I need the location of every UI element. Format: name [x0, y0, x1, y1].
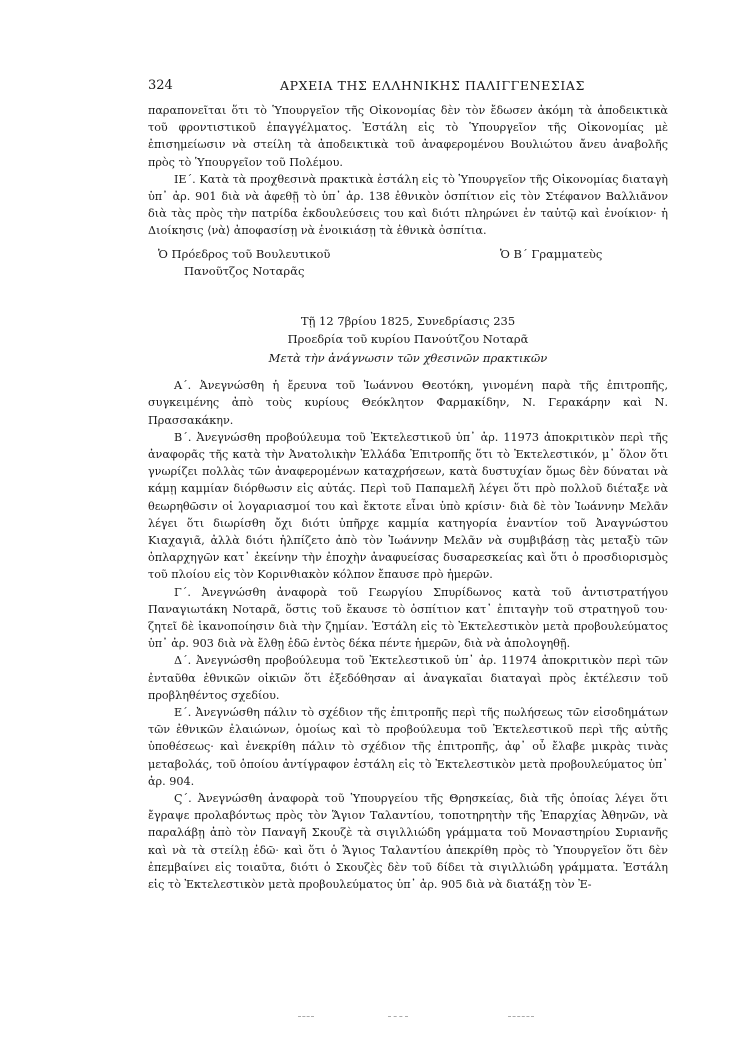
page-number: 324	[148, 78, 173, 93]
session-presidency: Προεδρία τοῦ κυρίου Πανούτζου Νοταρᾶ	[287, 332, 529, 347]
bleed-mark	[508, 1016, 534, 1018]
signature-block	[148, 246, 668, 286]
body-text	[148, 102, 668, 893]
item-e-paragraph: Ε΄. Ἀνεγνώσθη πάλιν τὸ σχέδιον τῆς ἐπιτροπῆς περὶ τῆς πωλήσεως τῶν εἰσοδημάτων τῶν ἐθνικῶν ἐλαιώνων, ὁμοίως καὶ τὸ προβούλευμα τοῦ Ἐκτελεστικοῦ περὶ τῆς αὐτῆς ὑποθέσεως· καὶ ἐνεκρίθη πάλιν τὸ σχέδιον τῆς ἐπιτροπῆς, ἀφ᾽ οὗ ἔλαβε μικρὰς τινὰς μεταβολάς, τοῦ ὁποίου ἀντίγραφον ἐστάλη εἰς τὸ Ἐκτελεστικὸν μετὰ προβουλεύματος ὑπ᾽ ἀρ. 904.	[148, 705, 668, 788]
page-header	[148, 78, 668, 98]
session-reading: Μετὰ τὴν ἀνάγνωσιν τῶν χθεσινῶν πρακτικῶν	[268, 350, 548, 365]
item-b-paragraph: Β΄. Ἀνεγνώσθη προβούλευμα τοῦ Ἐκτελεστικοῦ ὑπ᾽ ἀρ. 11973 ἀποκριτικὸν περὶ τῆς ἀναφορᾶς τῆς κατὰ τὴν Ἀνατολικὴν Ἑλλάδα Ἐπιτροπῆς ὅτι τὸ Ἐκτελεστικόν, μ᾽ ὅλον ὅτι γνωρίζει πολλὰς τῶν ἀναφερομένων καταχρήσεων, κατὰ δυστυχίαν ὅμως δὲν δύναται νὰ κάμῃ καμμίαν διόρθωσιν εἰς αὐτάς. Περὶ τοῦ Παπαμελῆ λέγει ὅτι πρὸ πολλοῦ διέταξε νὰ θεωρηθῶσιν οἱ λογαριασμοί του καὶ ἔκτοτε εἶναι ὑπὸ κρίσιν· διὰ δὲ τὸν Ἰωάννην Μελᾶν λέγει ὅτι διωρίσθη ὄχι διότι ὑπῆρχε καμμία κατηγορία ἐναντίον τοῦ Ἀναγνώστου Κιαχαγιᾶ, ἀλλὰ διότι ἠλπίζετο ἀπὸ τὸν Ἰωάννην Μελᾶν νὰ συμβιβάσῃ τὰς μεταξὺ τῶν ὀπλαρχηγῶν κατ᾽ ἐκείνην τὴν ἐποχὴν ἀναφυείσας δυσαρεσκείας καὶ ὅτι ὁ προσδιορισμὸς τοῦ πλοίου εἰς τὸν Κορινθιακὸν κόλπον ἔπαυσε πρὸ ἡμερῶν.	[148, 430, 668, 582]
bleed-mark	[388, 1016, 408, 1018]
item-a-paragraph: Α΄. Ἀνεγνώσθη ἡ ἔρευνα τοῦ Ἰωάννου Θεοτόκη, γινομένη παρὰ τῆς ἐπιτροπῆς, συγκειμένης ἀπὸ τοὺς κυρίους Θεόκλητον Φαρμακίδην, Ν. Γερακάρην καὶ Ν. Πρασσακάκην.	[148, 379, 668, 427]
session-heading	[148, 312, 668, 368]
item-c-paragraph: Γ΄. Ἀνεγνώσθη ἀναφορὰ τοῦ Γεωργίου Σπυρίδωνος κατὰ τοῦ ἀντιστρατήγου Παναγιωτάκη Νοταρᾶ, ὅστις τοῦ ἔκαυσε τὸ ὀσπίτιον κατ᾽ ἐπιταγὴν τοῦ στρατηγοῦ του· ζητεῖ δὲ ἱκανοποίησιν διὰ τὴν ζημίαν. Ἐστάλη εἰς τὸ Ἐκτελεστικὸν μετὰ προβουλεύματος ὑπ᾽ ἀρ. 903 διὰ νὰ ἔλθῃ ἐδῶ ἐντὸς δέκα πέντε ἡμερῶν, διὰ νὰ ἀπολογηθῇ.	[148, 585, 668, 651]
signature-president	[158, 246, 330, 280]
president-name: Πανοῦτζος Νοταρᾶς	[184, 263, 305, 278]
item-st-paragraph: Ϛ΄. Ἀνεγνώσθη ἀναφορὰ τοῦ Ὑπουργείου τῆς Θρησκείας, διὰ τῆς ὁποίας λέγει ὅτι ἔγραψε προλαβόντως πρὸς τὸν Ἅγιον Ταλαντίου, τοποτηρητὴν τῆς Ἐπαρχίας Ἀθηνῶν, νὰ παραλάβῃ ἀπὸ τὸν Παναγῆ Σκουζὲ τὰ σιγιλλιώδη γράμματα τοῦ Μοναστηρίου Συριανῆς καὶ νὰ τὰ στείλῃ ἐδῶ· καὶ ὅτι ὁ Ἅγιος Ταλαντίου ἀπεκρίθη πρὸς τὸ Ὑπουργεῖον ὅτι δὲν ἐπεμβαίνει εἰς τοιαῦτα, διότι ὁ Σκουζὲς δὲν τοῦ δίδει τὰ σιγιλλιώδη γράμματα. Ἐστάλη εἰς τὸ Ἐκτελεστικὸν μετὰ προβουλεύματος ὑπ᾽ ἀρ. 905 διὰ νὰ διατάξῃ τὸν Ἐ-	[148, 792, 668, 892]
item-d-paragraph: Δ΄. Ἀνεγνώσθη προβούλευμα τοῦ Ἐκτελεστικοῦ ὑπ᾽ ἀρ. 11974 ἀποκριτικὸν περὶ τῶν ἐνταῦθα ἐθνικῶν οἰκιῶν ὅτι ἐξεδόθησαν αἱ ἀναγκαῖαι διαταγαὶ πρὸς ἐκτέλεσιν τοῦ προβληθέντος σχεδίου.	[148, 654, 668, 702]
secretary-title: Ὁ Β΄ Γραμματεὺς	[500, 246, 603, 261]
session-date: Τῇ 12 7βρίου 1825, Συνεδρίασις 235	[300, 313, 516, 328]
scan-bleed-marks	[148, 1016, 668, 1022]
bleed-mark	[298, 1016, 314, 1018]
item-ie-paragraph: ΙΕ΄. Κατὰ τὰ προχθεσινὰ πρακτικὰ ἐστάλη εἰς τὸ Ὑπουργεῖον τῆς Οἰκονομίας διαταγὴ ὑπ᾽ ἀρ. 901 διὰ νὰ ἀφεθῇ τὸ ὑπ᾽ ἀρ. 138 ἐθνικὸν ὀσπίτιον εἰς τὸν Στέφανον Βαλλιᾶνον διὰ τὰς πρὸς τὴν πατρίδα ἐκδουλεύσεις του καὶ διότι πληρώνει ἐν ταὐτῷ καὶ ἐνοίκιον· ἡ Διοίκησις ⟨νὰ⟩ ἀποφασίσῃ νὰ ἐνοικιάσῃ τὰ ἐθνικὰ ὀσπίτια.	[148, 172, 668, 238]
president-title: Ὁ Πρόεδρος τοῦ Βουλευτικοῦ	[158, 246, 331, 261]
signature-secretary	[500, 246, 602, 263]
opening-paragraph: παραπονεῖται ὅτι τὸ Ὑπουργεῖον τῆς Οἰκονομίας δὲν τὸν ἔδωσεν ἀκόμη τὰ ἀποδεικτικὰ τοῦ φροντιστικοῦ ἐπαγγέλματος. Ἐστάλη εἰς τὸ Ὑπουργεῖον τῆς Οἰκονομίας μὲ ἐπισημείωσιν νὰ στείλη τὰ ἀποδεικτικὰ τοῦ ἀναφερομένου Βουλιώτου ἄνευ ἀναβολῆς πρὸς τὸ Ὑπουργεῖον τοῦ Πολέμου.	[148, 104, 668, 169]
running-title: ΑΡΧΕΙΑ ΤΗΣ ΕΛΛΗΝΙΚΗΣ ΠΑΛΙΓΓΕΝΕΣΙΑΣ	[280, 78, 585, 93]
